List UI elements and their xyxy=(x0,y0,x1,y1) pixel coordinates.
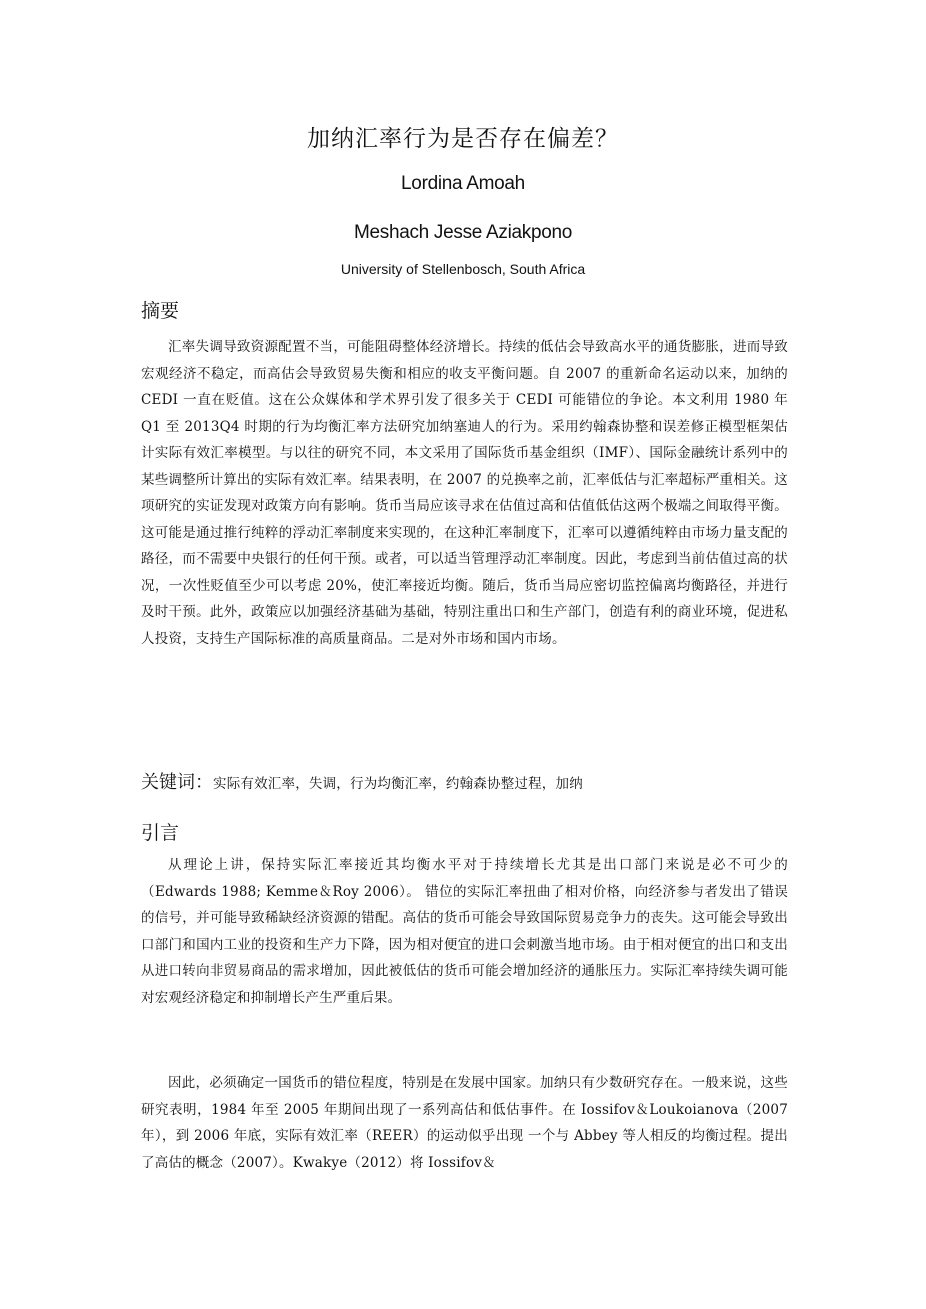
abstract-heading: 摘要 xyxy=(141,300,180,322)
introduction-heading: 引言 xyxy=(141,822,180,844)
body-paragraph: 从理论上讲，保持实际汇率接近其均衡水平对于持续增长尤其是出口部门来说是必不可少的（Edwards 1988; Kemme＆Roy 2006）。 错位的实际汇率扭曲了相对价格，向经济参与者发出了错误的信号，并可能导致稀缺经济资源的错配。高估的货币可能会导致国际贸易竞争力的丧失。这可能会导致出口部门和国内工业的投资和生产力下降，因为相对便宜的进口会刺激当地市场。由于相对便宜的出口和支出从进口转向非贸易商品的需求增加，因此被低估的货币可能会增加经济的通胀压力。实际汇率持续失调可能对宏观经济稳定和抑制增长产生严重后果。 xyxy=(141,857,788,1006)
body-paragraph: 因此，必须确定一国货币的错位程度，特别是在发展中国家。加纳只有少数研究存在。一般来说，这些研究表明，1984 年至 2005 年期间出现了一系列高估和低估事件。在 Iossifov＆Loukoianova（2007 年），到 2006 年底，实际有效汇率（REER）的运动似乎出现 一个与 Abbey 等人相反的均衡过程。提出了高估的概念（2007）。Kwakye（2012）将 Iossifov＆ xyxy=(141,1075,788,1171)
keywords-label: 关键词： xyxy=(141,772,213,793)
keywords-line xyxy=(141,768,788,794)
abstract-paragraph: 汇率失调导致资源配置不当，可能阻碍整体经济增长。持续的低估会导致高水平的通货膨胀，进而导致宏观经济不稳定，而高估会导致贸易失衡和相应的收支平衡问题。自 2007 的重新命名运动以来，加纳的 CEDI 一直在贬值。这在公众媒体和学术界引发了很多关于 CEDI 可能错位的争论。本文利用 1980 年 Q1 至 2013Q4 时期的行为均衡汇率方法研究加纳塞迪人的行为。采用约翰森协整和误差修正模型框架估计实际有效汇率模型。与以往的研究不同，本文采用了国际货币基金组织（IMF）、国际金融统计系列中的某些调整所计算出的实际有效汇率。结果表明，在 2007 的兑换率之前，汇率低估与汇率超标严重相关。这项研究的实证发现对政策方向有影响。货币当局应该寻求在估值过高和估值低估这两个极端之间取得平衡。这可能是通过推行纯粹的浮动汇率制度来实现的，在这种汇率制度下，汇率可以遵循纯粹由市场力量支配的路径，而不需要中央银行的任何干预。或者，可以适当管理浮动汇率制度。因此，考虑到当前估值过高的状况，一次性贬值至少可以考虑 20%，使汇率接近均衡。随后，货币当局应密切监控偏离均衡路径，并进行及时干预。此外，政策应以加强经济基础为基础，特别注重出口和生产部门，创造有利的商业环境，促进私人投资，支持生产国际标准的高质量商品。二是对外市场和国内市场。 xyxy=(141,339,788,647)
paper-title: 加纳汇率行为是否存在偏差？ xyxy=(307,126,619,152)
author-name: Meshach Jesse Aziakpono xyxy=(353,222,573,243)
author-affiliation: University of Stellenbosch, South Africa xyxy=(340,261,586,277)
keywords-text: 实际有效汇率，失调，行为均衡汇率，约翰森协整过程，加纳 xyxy=(213,776,583,792)
author-name: Lordina Amoah xyxy=(401,173,525,194)
